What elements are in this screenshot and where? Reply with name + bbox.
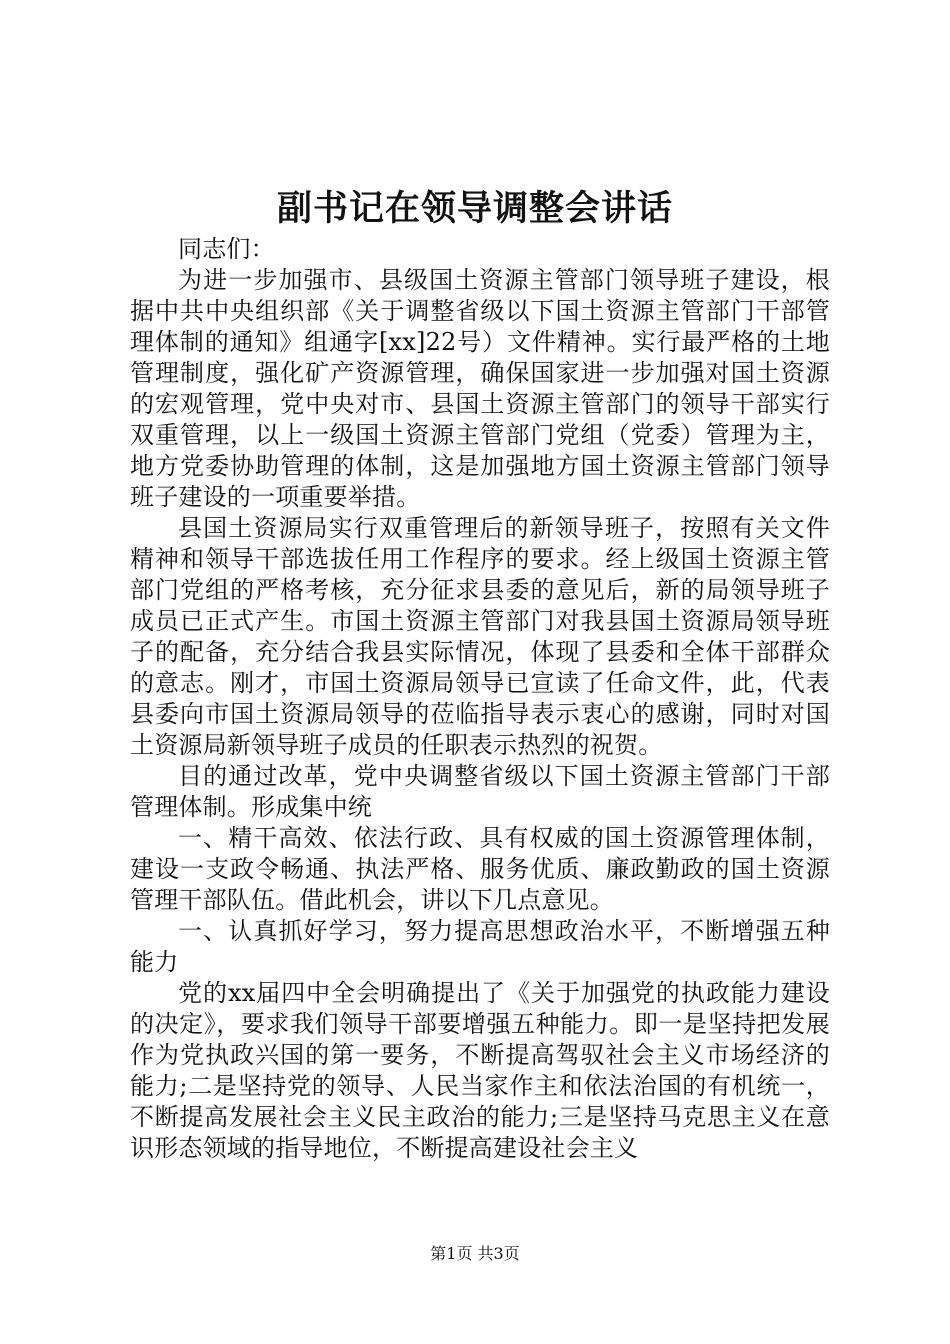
paragraph-5: 党的xx届四中全会明确提出了《关于加强党的执政能力建设的决定》，要求我们领导干部要增强五种能力。即一是坚持把发展作为党执政兴国的第一要务，不断提高驾驭社会主义市场经济的能力;二是坚持党的领导、人民当家作主和依法治国的有机统一，不断提高发展社会主义民主政治的能力;三是坚持马克思主义在意识形态领域的指导地位，不断提高建设社会主义 xyxy=(130,979,830,1162)
document-body xyxy=(130,234,830,1164)
paragraph-4: 一、精干高效、依法行政、具有权威的国土资源管理体制，建设一支政令畅通、执法严格、服务优质、廉政勤政的国土资源管理干部队伍。借此机会，讲以下几点意见。 xyxy=(130,824,830,914)
section-heading-1: 一、认真抓好学习，努力提高思想政治水平，不断增强五种能力 xyxy=(130,917,830,976)
paragraph-3: 目的通过改革，党中央调整省级以下国土资源主管部门干部管理体制。形成集中统 xyxy=(130,762,830,821)
paragraph-1: 为进一步加强市、县级国土资源主管部门领导班子建设，根据中共中央组织部《关于调整省级以下国土资源主管部门干部管理体制的通知》组通字[xx]22号）文件精神。实行最严格的土地管理制度，强化矿产资源管理，确保国家进一步加强对国土资源的宏观管理，党中央对市、县国土资源主管部门的领导干部实行双重管理，以上一级国土资源主管部门党组（党委）管理为主，地方党委协助管理的体制，这是加强地方国土资源主管部门领导班子建设的一项重要举措。 xyxy=(130,266,830,511)
page-footer: 第1页 共3页 xyxy=(430,1244,520,1263)
document-title: 副书记在领导调整会讲话 xyxy=(276,188,673,229)
salutation: 同志们： xyxy=(178,235,275,263)
paragraph-2: 县国土资源局实行双重管理后的新领导班子，按照有关文件精神和领导干部选拔任用工作程序的要求。经上级国土资源主管部门党组的严格考核，充分征求县委的意见后，新的局领导班子成员已正式产生。市国土资源主管部门对我县国土资源局领导班子的配备，充分结合我县实际情况，体现了县委和全体干部群众的意志。刚才，市国土资源局领导已宣读了任命文件，此，代表县委向市国土资源局领导的莅临指导表示衷心的感谢，同时对国土资源局新领导班子成员的任职表示热烈的祝贺。 xyxy=(130,514,830,759)
